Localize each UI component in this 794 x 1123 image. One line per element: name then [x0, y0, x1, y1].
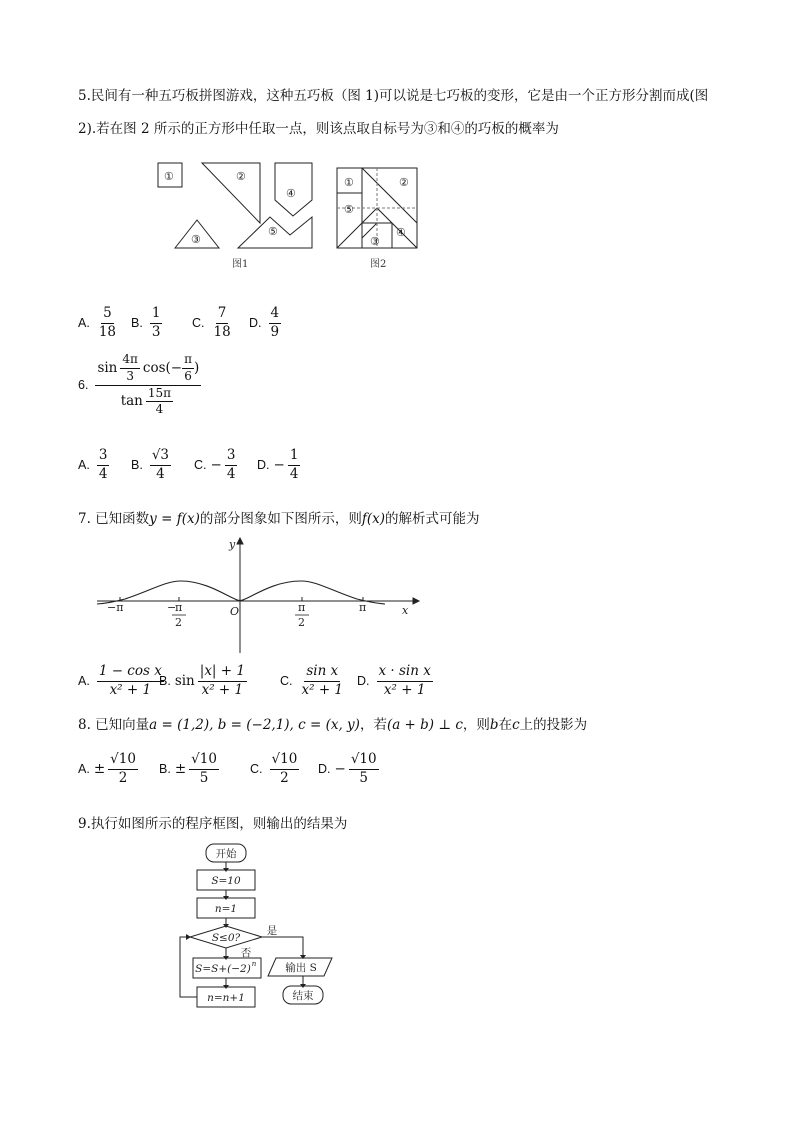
tick-neg-half-pi-sign: −	[167, 601, 177, 614]
q6-option-b: B. $\frac{√3}{4}$	[131, 447, 170, 482]
y-axis-label: y	[229, 538, 236, 551]
fig1-piece-2	[202, 163, 260, 223]
q6-expression: 6. sin $\frac{4\pi}{3}$ cos(− $\frac{\pi}{6}$ ) tan $\frac{15\pi}{4}$	[78, 352, 200, 417]
fig1-label-5: ⑤	[268, 225, 278, 238]
fig1-label-3: ③	[191, 233, 201, 246]
tick-pi: π	[359, 601, 367, 614]
q6-option-a: A. $\frac{3}{4}$	[78, 447, 108, 482]
q8-stem: 8. 已知向量a = (1,2), b = (−2,1), c = (x, y)，若(a + b) ⊥ c，则b在c上的投影为	[78, 717, 588, 733]
flow-yes-line	[262, 937, 303, 957]
q5-option-b: B. $\frac{1}{3}$	[131, 305, 161, 340]
fig2-label-4: ④	[396, 226, 406, 239]
q6-option-d: D. − $\frac{1}{4}$	[257, 447, 299, 482]
q5-option-c: C. $\frac{7}{18}$	[192, 305, 231, 340]
q7-option-d: D. $\frac{\text{x · sin x}}{\text{x² + 1}}$	[357, 663, 431, 698]
fig1-label-2: ②	[236, 170, 246, 183]
x-axis-arrow-icon	[413, 598, 419, 604]
q5-option-a: A. $\frac{5}{18}$	[78, 305, 116, 340]
q7-option-c: C. $\frac{\text{sin x}}{\text{x² + 1}}$	[280, 663, 344, 698]
y-axis-arrow-icon	[237, 538, 243, 544]
flow-n-init-label: n=1	[214, 903, 238, 915]
fig2-label-2: ②	[399, 176, 409, 189]
q5-option-d: D. $\frac{4}{9}$	[249, 305, 280, 340]
q8-option-b: B. ± $\frac{√10}{5}$	[159, 751, 217, 786]
flow-start-label: 开始	[215, 848, 237, 860]
q6-option-c: C. − $\frac{3}{4}$	[194, 447, 236, 482]
tick-half-pi-den: 2	[298, 616, 305, 629]
fig1-label-4: ④	[286, 187, 296, 200]
q7-option-a: A. $\frac{\text{1 − cos x}}{\text{x² + 1}}$	[78, 663, 162, 698]
origin-label: O	[230, 605, 240, 618]
flow-output-label: 输出 S	[285, 962, 317, 974]
flow-end-label: 结束	[292, 990, 314, 1002]
flow-inc-label: n=n+1	[207, 992, 245, 1004]
q8-option-a: A. ± $\frac{√10}{2}$	[78, 751, 136, 786]
fig2-label-1: ①	[344, 176, 354, 189]
q7-graph	[95, 535, 425, 660]
q5-stem-line1: 5.民间有一种五巧板拼图游戏，这种五巧板（图 1)可以说是七巧板的变形，它是由一个正方形分割而成(图	[78, 88, 709, 104]
flow-s-init-label: S=10	[211, 875, 241, 887]
q5-figures	[150, 155, 450, 275]
q7-stem: 7. 已知函数y = f(x)的部分图象如下图所示，则f(x)的解析式可能为	[78, 511, 480, 527]
tick-neg-half-pi-num: π	[175, 601, 183, 614]
flow-update-exponent: n	[251, 960, 257, 968]
tick-neg-pi: −π	[107, 601, 124, 614]
fig2-caption: 图2	[370, 259, 387, 270]
x-axis-label: x	[402, 604, 409, 617]
flow-no-label: 否	[240, 947, 252, 959]
fig1-label-1: ①	[164, 170, 174, 183]
q7-option-b: B. sin $\frac{|x| + 1}{\text{x² + 1}}$	[159, 663, 245, 698]
q9-flowchart	[170, 838, 370, 1018]
q9-stem: 9.执行如图所示的程序框图，则输出的结果为	[78, 816, 348, 832]
flow-condition-label: S≤0?	[211, 932, 241, 944]
fig2-label-3: ③	[370, 235, 380, 248]
tick-half-pi-num: π	[298, 601, 306, 614]
fig2-label-5: ⑤	[344, 203, 354, 216]
q5-stem-line2: 2).若在图 2 所示的正方形中任取一点，则该点取自标号为③和④的巧板的概率为	[78, 121, 559, 137]
flow-update-label: S=S+(−2)	[195, 963, 251, 975]
flow-yes-label: 是	[266, 925, 278, 937]
tick-neg-half-pi-den: 2	[175, 616, 182, 629]
q8-option-d: D. − $\frac{√10}{5}$	[318, 751, 377, 786]
q8-option-c: C. $\frac{√10}{2}$	[250, 751, 298, 786]
fig1-caption: 图1	[232, 259, 249, 270]
